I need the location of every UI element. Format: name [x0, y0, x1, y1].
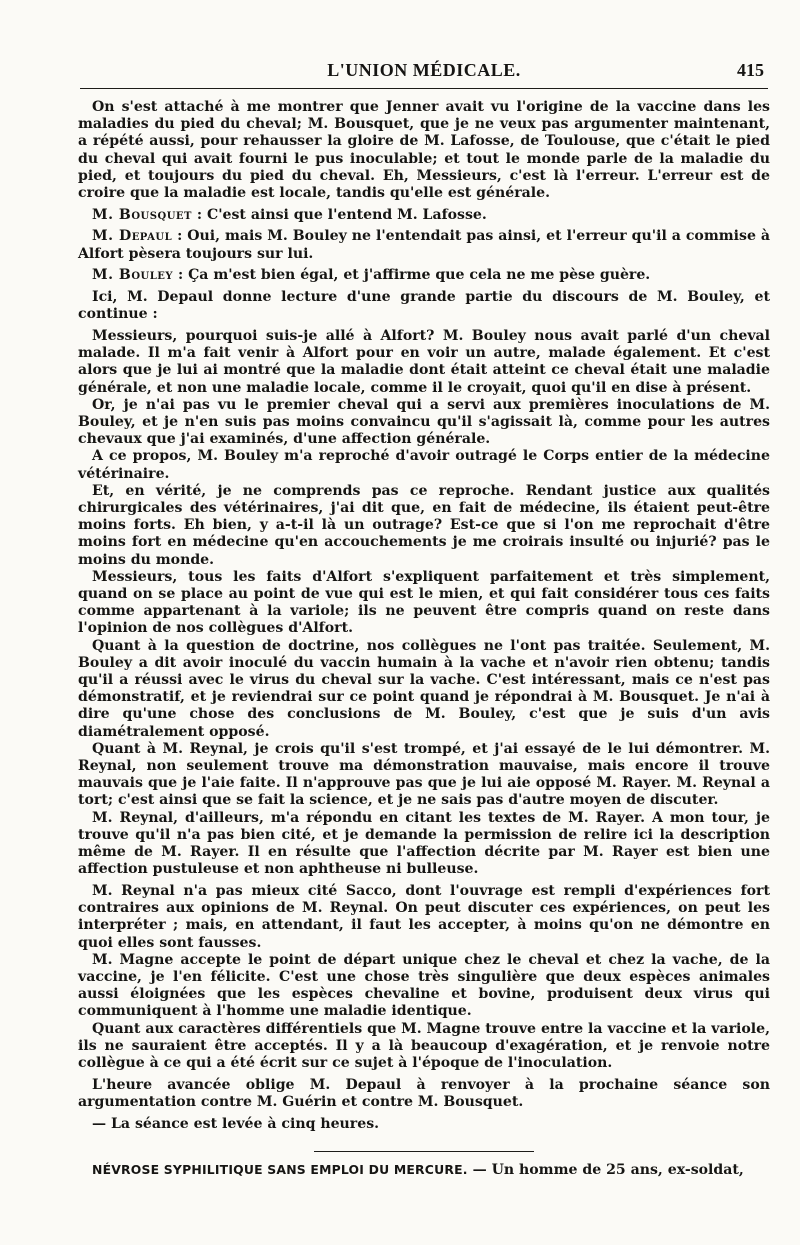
- paragraph-text: Messieurs, tous les faits d'Alfort s'expliquent parfaitement et très simplement, quand on se place au point de vue qui est le mien, et qui fait considérer tous ces faits comme appartenant à la variole; ils ne peuvent être compris quand on reste dans l'opinion de nos collègues d'Alfort.: [78, 568, 770, 637]
- section-divider: [314, 1151, 534, 1152]
- next-article-heading: NÉVROSE SYPHILITIQUE SANS EMPLOI DU MERCURE.: [92, 1161, 468, 1177]
- page-header: [78, 58, 770, 88]
- paragraph: [78, 448, 770, 482]
- paragraph: [78, 1077, 770, 1111]
- paragraph-text: Or, je n'ai pas vu le premier cheval qui a servi aux premières inoculations de M. Bouley, et je n'en suis pas moins convaincu qu'il s'agissait là, comme pour les autres chevaux que j'ai examinés, d'une affection générale.: [78, 396, 770, 448]
- paragraph-text: : C'est ainsi que l'entend M. Lafosse.: [191, 206, 487, 223]
- paragraph: [78, 883, 770, 952]
- paragraph: [78, 397, 770, 449]
- paragraph-text: Ici, M. Depaul donne lecture d'une grande partie du discours de M. Bouley, et continue :: [78, 289, 770, 323]
- paragraph: [78, 207, 770, 224]
- next-article-opening: [78, 1162, 770, 1178]
- paragraph-text: On s'est attaché à me montrer que Jenner avait vu l'origine de la vaccine dans les maladies du pied du cheval; M. Bousquet, que je ne veux pas argumenter maintenant, a répété aussi, pour rehausser la gloire de M. Lafosse, de Toulouse, que c'était le pied du cheval qui avait fourni le pus inoculable; et tout le monde parle de la maladie du pied, et toujours du pied du cheval. Eh, Messieurs, c'est là l'erreur. L'erreur est de croire que la maladie est locale, tandis qu'elle est générale.: [78, 99, 770, 202]
- paragraph-text: — La séance est levée à cinq heures.: [92, 1115, 380, 1132]
- paragraph-text: : Ça m'est bien égal, et j'affirme que cela ne me pèse guère.: [173, 267, 651, 284]
- speaker-name: M. Depaul: [92, 228, 173, 245]
- paragraph-text: L'heure avancée oblige M. Depaul à renvoyer à la prochaine séance son argumentation contre M. Guérin et contre M. Bousquet.: [78, 1076, 770, 1110]
- header-rule: [80, 88, 768, 89]
- paragraph: [78, 289, 770, 323]
- next-article-text: — Un homme de 25 ans, ex-soldat,: [467, 1161, 744, 1178]
- paragraph-text: M. Reynal, d'ailleurs, m'a répondu en citant les textes de M. Rayer. A mon tour, je trouve qu'il n'a pas bien cité, et je demande la permission de relire ici la description même de M. Rayer. Il en résulte que l'affection décrite par M. Rayer est bien une affection pustuleuse et non aphtheuse ni bulleuse.: [78, 809, 770, 878]
- speaker-name: M. Bouley: [92, 267, 174, 284]
- running-title: L'UNION MÉDICALE.: [327, 60, 521, 80]
- paragraph: [78, 328, 770, 397]
- paragraph: [78, 569, 770, 638]
- paragraph: [78, 99, 770, 202]
- speaker-name: M. Bousquet: [92, 206, 192, 223]
- paragraph-text: Messieurs, pourquoi suis-je allé à Alfort? M. Bouley nous avait parlé d'un cheval malade. Il m'a fait venir à Alfort pour en voir un autre, malade également. Et c'est alors que je lui ai montré que la maladie dont était atteint ce cheval était une maladie générale, et non une maladie locale, comme il le croyait, quoi qu'il en dise à présent.: [78, 327, 770, 396]
- paragraph: [78, 1021, 770, 1073]
- paragraph: [78, 638, 770, 741]
- paragraph: [78, 1116, 770, 1133]
- article-body: [78, 99, 770, 1133]
- paragraph: [78, 228, 770, 262]
- paragraph-text: : Oui, mais M. Bouley ne l'entendait pas ainsi, et l'erreur qu'il a commise à Alfort pèsera toujours sur lui.: [78, 228, 771, 262]
- paragraph: [78, 741, 770, 810]
- paragraph-text: A ce propos, M. Bouley m'a reproché d'avoir outragé le Corps entier de la médecine vétérinaire.: [78, 448, 770, 482]
- paragraph-text: Quant aux caractères différentiels que M. Magne trouve entre la vaccine et la variole, ils ne sauraient être acceptés. Il y a là beaucoup d'exagération, et je renvoie notre collègue à ce qui a été écrit sur ce sujet à l'époque de l'inoculation.: [78, 1020, 770, 1071]
- paragraph-text: M. Reynal n'a pas mieux cité Sacco, dont l'ouvrage est rempli d'expériences fort contraires aux opinions de M. Reynal. On peut discuter ces expériences, on peut les interpréter ; mais, en attendant, il faut les accepter, à moins qu'on ne démontre en quoi elles sont fausses.: [78, 882, 770, 951]
- paragraph-text: Quant à M. Reynal, je crois qu'il s'est trompé, et j'ai essayé de le lui démontrer. M. Reynal, non seulement trouve ma démonstration mauvaise, mais encore il trouve mauvais que je l'aie faite. Il n'approuve pas que je lui aie opposé M. Rayer. M. Reynal a tort; c'est ainsi que se fait la science, et je ne sais pas d'autre moyen de discuter.: [78, 740, 770, 809]
- paragraph-text: Et, en vérité, je ne comprends pas ce reproche. Rendant justice aux qualités chirurgicales des vétérinaires, j'ai dit que, en fait de médecine, ils étaient peut-être moins forts. Eh bien, y a-t-il là un outrage? Est-ce que si l'on me reprochait d'être moins fort en médecine qu'en accouchements je me croirais insulté ou injurié? pas le moins du monde.: [78, 482, 770, 568]
- page-number: 415: [737, 60, 764, 80]
- paragraph: [78, 483, 770, 569]
- paragraph: [78, 267, 770, 284]
- paragraph-text: M. Magne accepte le point de départ unique chez le cheval et chez la vache, de la vaccine, je l'en félicite. C'est une chose très singulière que deux espèces animales aussi éloignées que les espèces chevaline et bovine, produisent deux virus qui communiquent à l'homme une maladie identique.: [78, 951, 770, 1020]
- paragraph: [78, 952, 770, 1021]
- paragraph: [78, 810, 770, 879]
- paragraph-text: Quant à la question de doctrine, nos collègues ne l'ont pas traitée. Seulement, M. Bouley a dit avoir inoculé du vaccin humain à la vache et n'avoir rien obtenu; tandis qu'il a réussi avec le virus du cheval sur la vache. C'est intéressant, mais ce n'est pas démonstratif, et je reviendrai sur ce point quand je répondrai à M. Bousquet. Je n'ai à dire qu'une chose des conclusions de M. Bouley, c'est que je suis d'un avis diamétralement opposé.: [78, 637, 770, 740]
